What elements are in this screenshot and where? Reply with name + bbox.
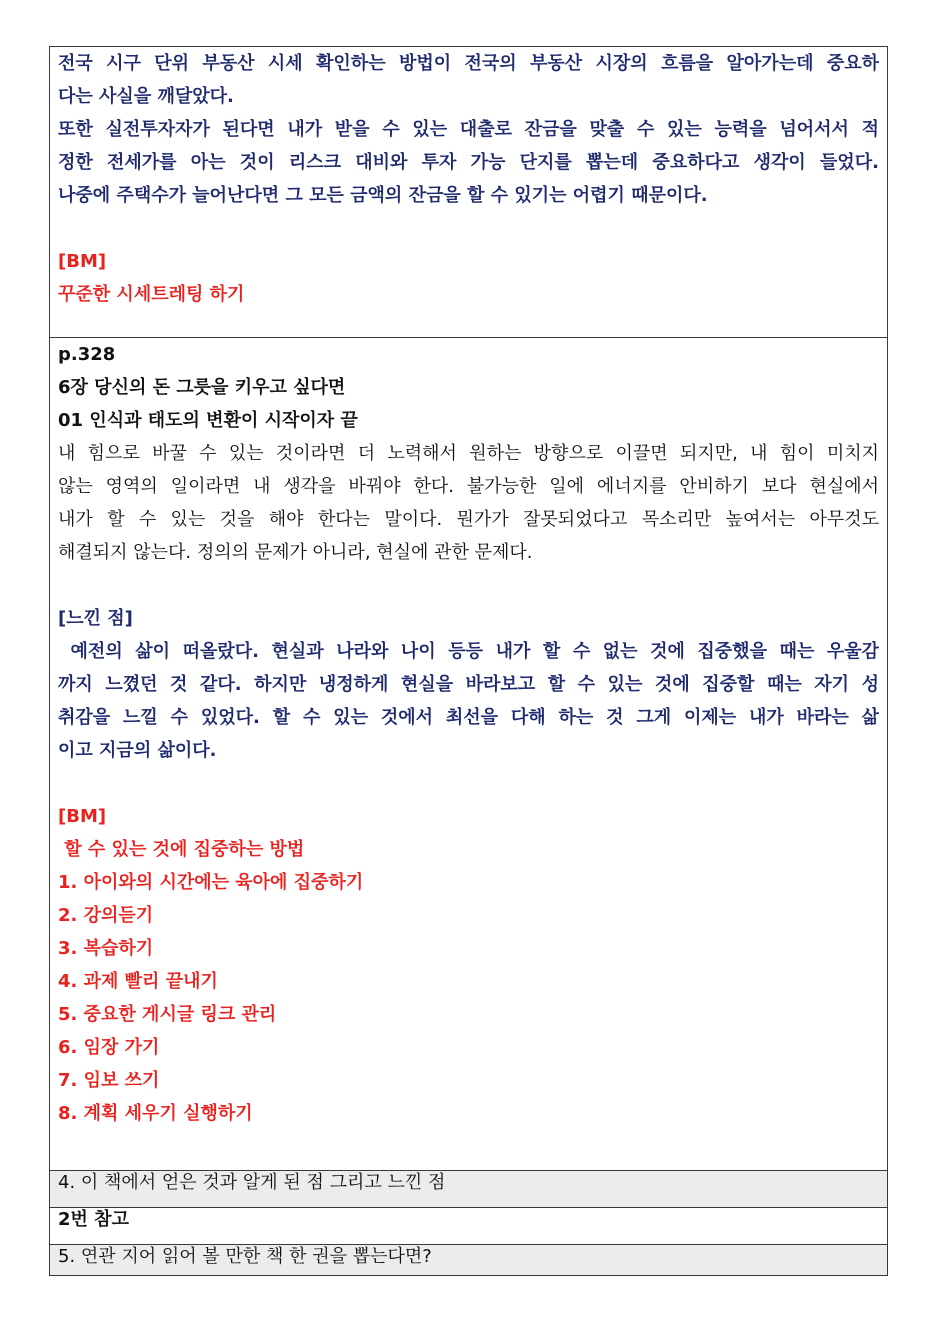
table-row [50,1208,888,1245]
page-reference: p.328 [58,344,116,365]
feel-line: 까지 느꼈던 것 같다. 하지만 냉정하게 현실을 바라보고 할 수 있는 것에 집중할 때는 자기 성 [58,674,879,695]
list-item: 7. 임보 쓰기 [58,1070,160,1091]
quote-line: 내 힘으로 바꿀 수 있는 것이라면 더 노력해서 원하는 방향으로 이끌면 되지만, 내 힘이 미치지 [58,443,879,464]
feel-label: [느낀 점] [58,608,133,629]
feel-line: 예전의 삶이 떠올랐다. 현실과 나라와 나이 등등 내가 할 수 없는 것에 집중했을 때는 우울감 [58,641,879,662]
list-item: 2. 강의듣기 [58,905,154,926]
table-row [50,47,888,338]
question-4-answer [50,1208,888,1245]
bm-title: 할 수 있는 것에 집중하는 방법 [58,839,305,860]
table-row [50,1245,888,1276]
question-4-text: 4. 이 책에서 얻은 것과 알게 된 점 그리고 느낀 점 [58,1172,446,1193]
table-row [50,1171,888,1208]
insight-cell [50,47,888,338]
list-item: 8. 계획 세우기 실행하기 [58,1103,253,1124]
insight-line: 다는 사실을 깨달았다. [58,86,234,107]
bm-text: 꾸준한 시세트레팅 하기 [58,284,245,305]
quote-cell [50,338,888,1171]
list-item: 6. 임장 가기 [58,1037,160,1058]
spacer [58,569,879,602]
table-row [50,338,888,1171]
insight-line: 또한 실전투자자가 된다면 내가 받을 수 있는 대출로 잔금을 맞출 수 있는 능력을 넘어서서 적 [58,119,879,140]
question-5-header [50,1245,888,1276]
quote-line: 내가 할 수 있는 것을 해야 한다는 말이다. 뭔가가 잘못되었다고 목소리만 높여서는 아무것도 [58,509,879,530]
bm-label: [BM] [58,806,107,827]
quote-line: 해결되지 않는다. 정의의 문제가 아니라, 현실에 관한 문제다. [58,542,533,563]
review-table [49,46,888,1276]
feel-line: 취감을 느낄 수 있었다. 할 수 있는 것에서 최선을 다해 하는 것 그게 이제는 내가 바라는 삶 [58,707,879,728]
spacer [58,767,879,800]
quote-line: 않는 영역의 일이라면 내 생각을 바꿔야 한다. 불가능한 일에 에너지를 안비하기 보다 현실에서 [58,476,879,497]
insight-line: 정한 전세가를 아는 것이 리스크 대비와 투자 가능 단지를 뽑는데 중요하다고 생각이 들었다. [58,152,879,173]
question-4-header [50,1171,888,1208]
question-5-text: 5. 연관 지어 읽어 볼 만한 책 한 권을 뽑는다면? [58,1246,432,1267]
list-item: 4. 과제 빨리 끝내기 [58,971,218,992]
bm-label: [BM] [58,251,107,272]
insight-line: 나중에 주택수가 늘어난다면 그 모든 금액의 잔금을 할 수 있기는 어렵기 때문이다. [58,185,708,206]
insight-line: 전국 시구 단위 부동산 시세 확인하는 방법이 전국의 부동산 시장의 흐름을 알아가는데 중요하 [58,53,879,74]
list-item: 1. 아이와의 시간에는 육아에 집중하기 [58,872,364,893]
list-item: 3. 복습하기 [58,938,154,959]
section-title: 01 인식과 태도의 변환이 시작이자 끝 [58,410,358,431]
chapter-title: 6장 당신의 돈 그릇을 키우고 싶다면 [58,377,346,398]
answer-text: 2번 참고 [58,1209,129,1230]
list-item: 5. 중요한 게시글 링크 관리 [58,1004,277,1025]
feel-line: 이고 지금의 삶이다. [58,740,217,761]
spacer [58,212,879,245]
